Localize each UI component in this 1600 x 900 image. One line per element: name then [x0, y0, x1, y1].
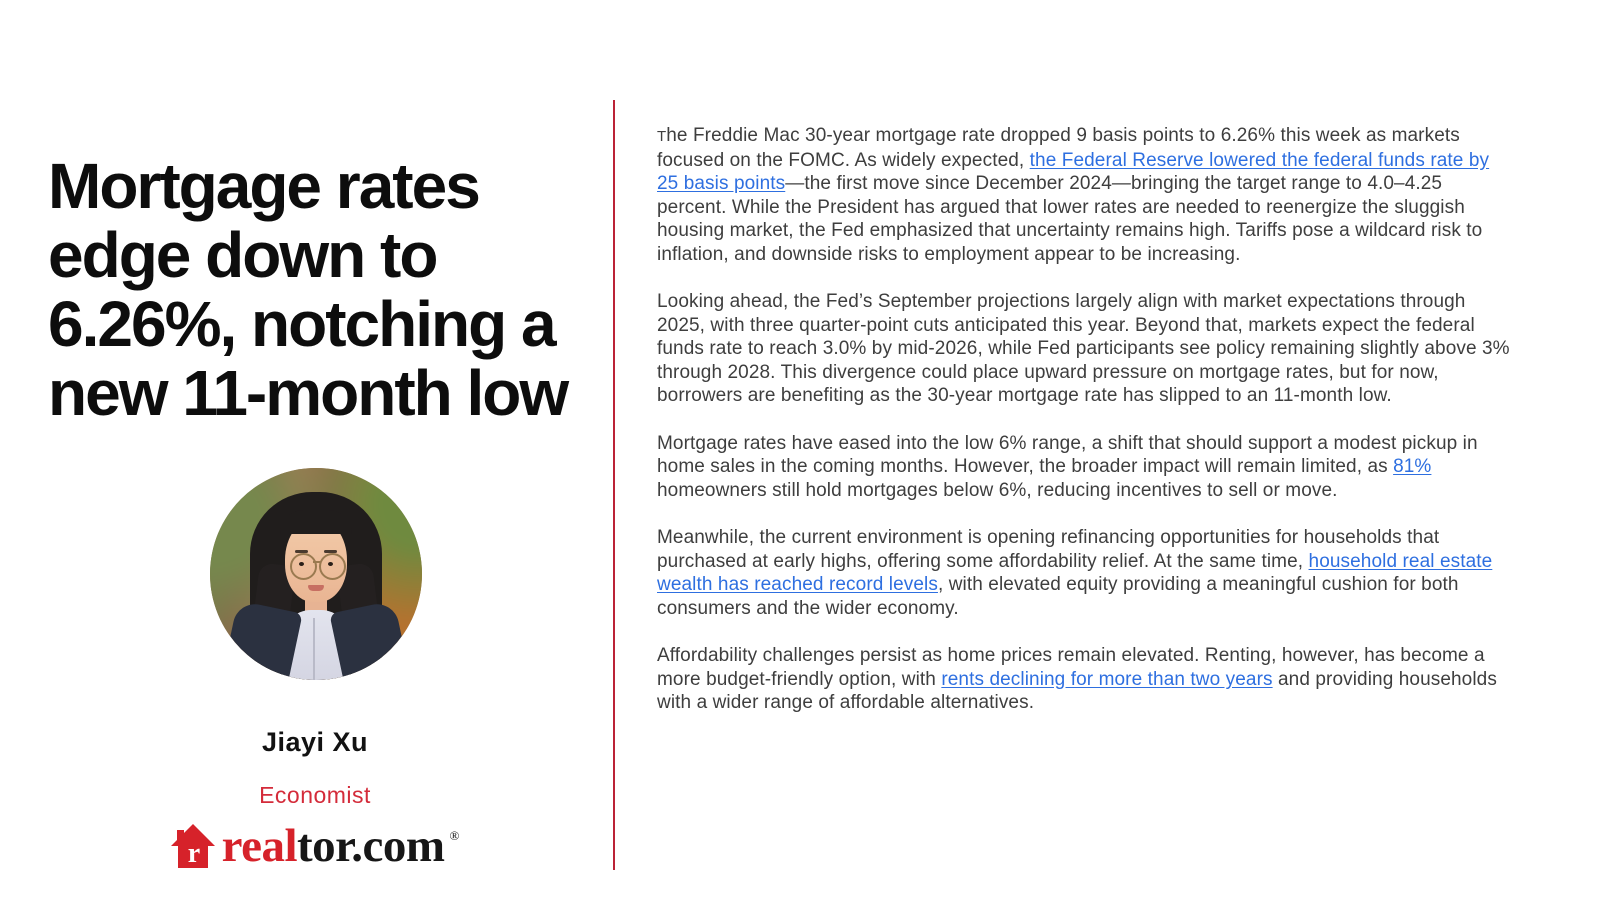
text-run: —the first move since December 2024—bringing the target range to 4.0–4.25 percent. While the President has argued that lower rates are needed to reenergize the sluggish housing market, the Fed emphasized that uncertainty remains high. Tariffs pose a wildcard risk to inflation, and downside risks to employment appear to be increasing. [657, 173, 1483, 265]
logo-word-real: real [221, 819, 298, 872]
author-name: Jiayi Xu [261, 727, 369, 757]
logo-wordmark [221, 819, 445, 872]
text-run: and providing households with a wider range of affordable alternatives. [657, 668, 1497, 713]
glasses-bridge [313, 561, 321, 563]
author-photo [210, 468, 422, 680]
photo-mouth [308, 585, 324, 591]
inline-link[interactable]: household real estate wealth has reached record levels [657, 550, 1493, 595]
inline-link[interactable]: rents declining for more than two years [941, 668, 1273, 690]
text-run: homeowners still hold mortgages below 6%, reducing incentives to sell or move. [657, 479, 1338, 501]
text-run: Affordability challenges persist as home prices remain elevated. Renting, however, has become a more budget-friendly option, with [657, 645, 1485, 690]
headline [48, 152, 608, 428]
photo-eye-left [299, 562, 304, 566]
text-run: Looking ahead, the Fed’s September projections largely align with market expectations through 2025, with three quarter-point cuts anticipated this year. Beyond that, markets expect the federal funds rate to reach 3.0% by mid-2026, while Fed participants see policy remaining slightly above 3% through 2028. This divergence could place upward pressure on mortgage rates, but for now, borrowers are benefiting as the 30-year mortgage rate has slipped to an 11-month low. [657, 291, 1510, 406]
text-run: The Freddie Mac 30-year mortgage rate dropped 9 basis points to 6.26% this week as markets focused on the FOMC. As widely expected, [657, 125, 1460, 171]
registered-trademark-icon: ® [449, 828, 460, 843]
realtor-logo [0, 820, 630, 872]
headline-line: 6.26%, notching a [48, 288, 555, 360]
paragraph [657, 526, 1513, 620]
photo-hair-fringe [280, 510, 352, 534]
glasses-icon [319, 553, 346, 580]
text-run: , with elevated equity providing a meaningful cushion for both consumers and the wider economy. [657, 574, 1459, 619]
inline-link[interactable]: the Federal Reserve lowered the federal funds rate by 25 basis points [657, 149, 1490, 194]
inline-link[interactable]: 81% [1393, 456, 1432, 477]
article-body [657, 124, 1513, 739]
text-run: Meanwhile, the current environment is opening refinancing opportunities for households that purchased at early highs, offering some affordability relief. At the same time, [657, 527, 1440, 572]
photo-eye-right [328, 562, 333, 566]
paragraph [657, 290, 1513, 408]
headline-line: Mortgage rates [48, 150, 479, 222]
headline-line: new 11-month low [48, 357, 568, 429]
glasses-icon [290, 553, 317, 580]
house-icon-letter: r [187, 838, 200, 868]
text-run: Mortgage rates have eased into the low 6% range, a shift that should support a modest pickup in home sales in the coming months. However, the broader impact will remain limited, as [657, 432, 1478, 477]
headline-line: edge down to [48, 219, 437, 291]
author-title: Economist [259, 782, 371, 808]
paragraph [657, 124, 1513, 266]
logo-word-torcom: tor.com [297, 819, 445, 872]
paragraph [657, 432, 1513, 503]
paragraph [657, 644, 1513, 715]
photo-shirt-seam [313, 618, 315, 680]
realtor-house-icon [171, 824, 215, 868]
